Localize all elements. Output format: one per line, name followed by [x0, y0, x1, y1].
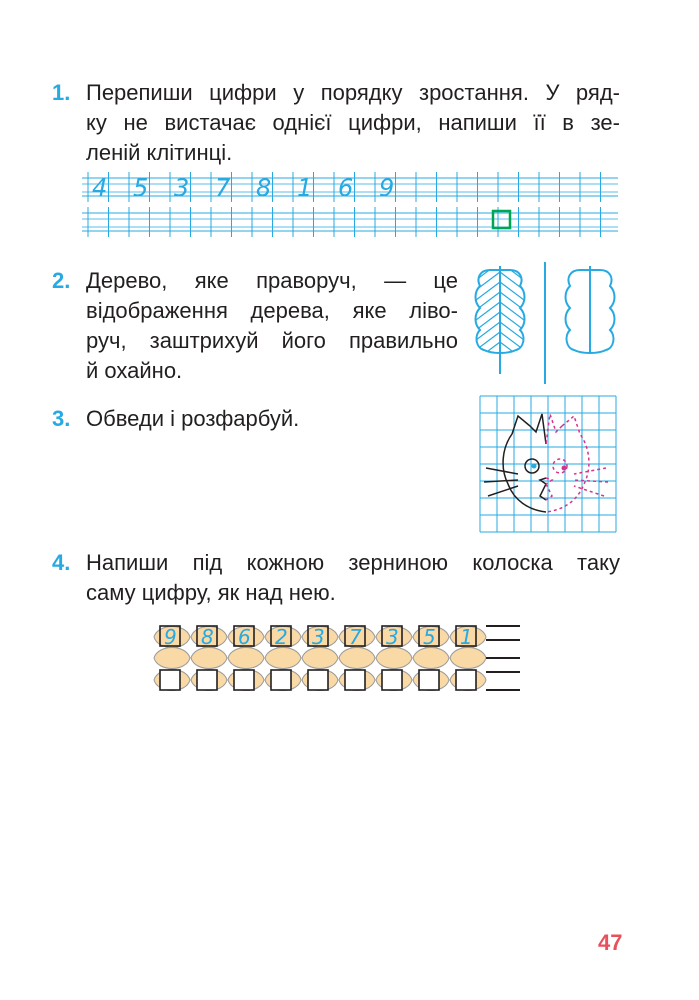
grain [450, 625, 486, 691]
grain-shape [339, 648, 375, 669]
grain-shape [154, 648, 190, 669]
task-text-line: Напиши під кожною зерниною колоска таку [86, 550, 620, 575]
sequence-digit: 5 [133, 174, 149, 202]
answer-box[interactable] [382, 670, 402, 690]
grain-digit: 5 [423, 625, 436, 649]
answer-box[interactable] [419, 670, 439, 690]
sequence-digit: 8 [256, 174, 272, 202]
grain [376, 625, 412, 691]
awns [486, 626, 520, 690]
task-text-line: відображення дерева, яке ліво- [86, 298, 458, 323]
sequence-digit: 4 [92, 174, 108, 202]
task-text-line: Перепиши цифри у порядку зростання. У ряд- [86, 80, 620, 105]
grain-digit: 3 [312, 625, 325, 649]
answer-box[interactable] [271, 670, 291, 690]
grain-digit: 6 [238, 625, 251, 649]
answer-box[interactable] [234, 670, 254, 690]
task-text-line: леній клітинці. [86, 140, 233, 165]
task-number: 3. [52, 406, 71, 431]
grain-row [154, 625, 486, 691]
grain [339, 625, 375, 691]
task-text-line: саму цифру, як над нею. [86, 580, 336, 605]
answer-box[interactable] [308, 670, 328, 690]
grain [413, 625, 449, 691]
grain-shape [450, 648, 486, 669]
task-text-line: руч, заштрихуй його правильно [86, 328, 458, 353]
grain [154, 625, 190, 691]
grain-digit: 7 [349, 625, 362, 649]
task-number: 1. [52, 80, 71, 105]
grain-shape [265, 648, 301, 669]
page-number: 47 [598, 930, 623, 955]
task-text-line: Дерево, яке праворуч, — це [86, 268, 458, 293]
grain-digit: 9 [164, 625, 177, 649]
task-text-line: Обведи і розфарбуй. [86, 406, 300, 431]
grain-shape [302, 648, 338, 669]
grain-digit: 3 [386, 625, 399, 649]
grain-digit: 8 [201, 625, 214, 649]
task-number: 2. [52, 268, 71, 293]
grain [228, 625, 264, 691]
task-number: 4. [52, 550, 71, 575]
grain-shape [191, 648, 227, 669]
sequence-digit: 7 [215, 174, 231, 202]
task-text-line: й охайно. [86, 358, 183, 383]
sequence-digit: 6 [338, 174, 354, 202]
grain-digit: 1 [460, 625, 473, 649]
grain-shape [228, 648, 264, 669]
grain-shape [376, 648, 412, 669]
grain [191, 625, 227, 691]
answer-box[interactable] [160, 670, 180, 690]
task-text-line: ку не вистачає однієї цифри, напиши її в зе- [86, 110, 620, 135]
answer-box[interactable] [197, 670, 217, 690]
grain-digit: 2 [275, 625, 288, 649]
grain-shape [413, 648, 449, 669]
sequence-digit: 1 [297, 174, 313, 202]
grain [302, 625, 338, 691]
sequence-digit: 3 [174, 174, 190, 202]
answer-box[interactable] [345, 670, 365, 690]
sequence-digit: 9 [379, 174, 395, 202]
answer-box[interactable] [456, 670, 476, 690]
grain [265, 625, 301, 691]
